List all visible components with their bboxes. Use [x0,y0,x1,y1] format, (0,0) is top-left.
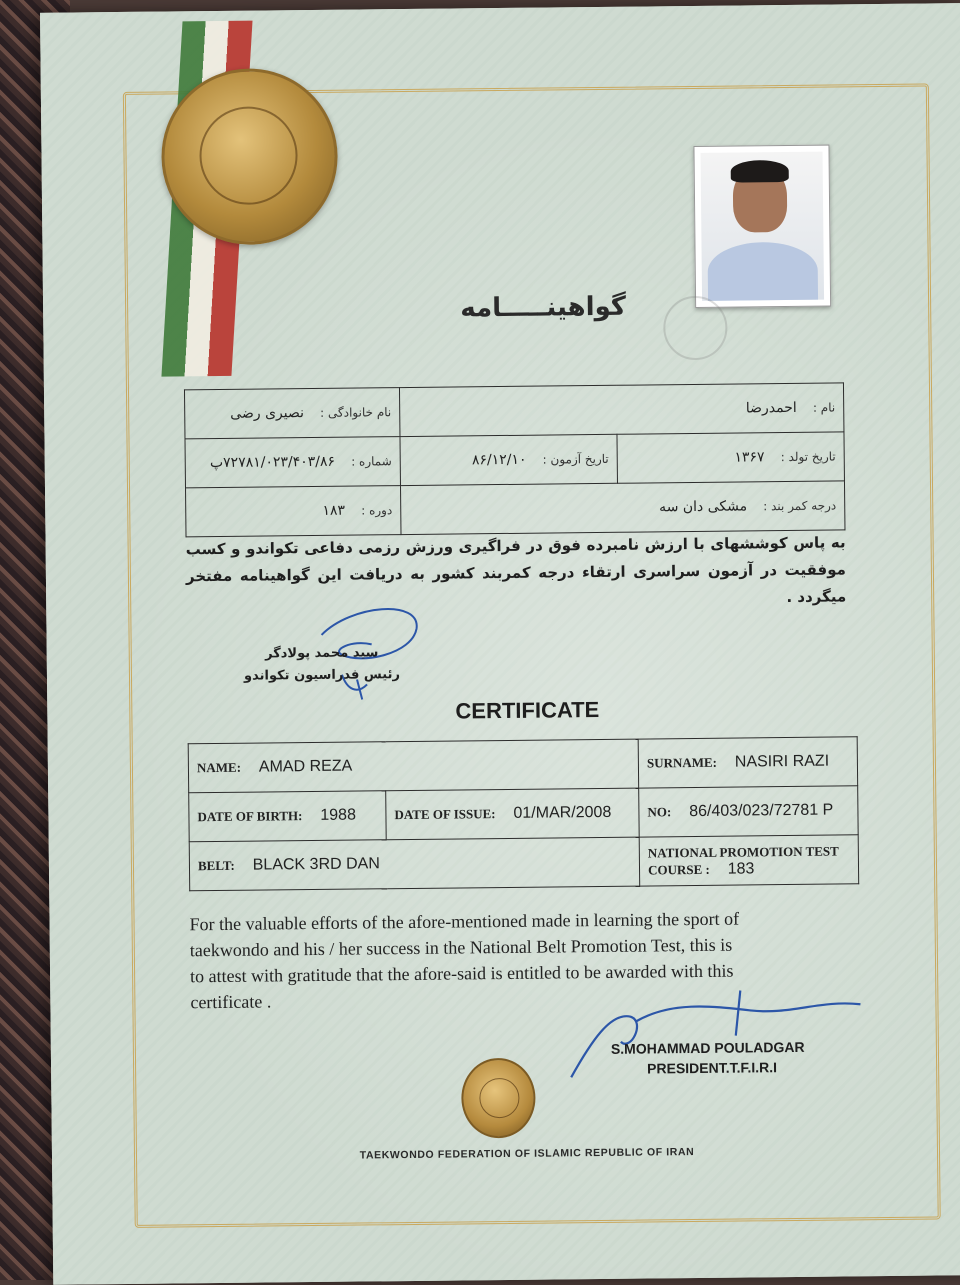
en-belt-cell [189,837,639,891]
en-no-cell [639,786,859,837]
fa-surname-value: نصیری رضی [230,405,305,422]
certificate-paper [40,3,960,1285]
fa-number-value: ۷۲۷۸۱/۰۲۳/۴۰۳/۸۶پ [209,453,336,472]
english-body-line: certificate . [190,991,272,1013]
en-belt-value: BLACK 3RD DAN [252,855,380,874]
fa-birth-value: ۱۳۶۷ [734,449,765,466]
holder-photo [693,145,831,308]
en-surname-value: NASIRI RAZI [734,752,830,771]
fa-course-cell [186,486,402,537]
en-course-value: 183 [727,859,755,878]
en-issue-label: DATE OF ISSUE: [394,806,496,823]
fa-course-label: دوره : [361,503,393,518]
en-dob-label: DATE OF BIRTH: [197,808,303,825]
fa-birth-label: تاریخ تولد : [780,449,836,465]
persian-title: گواهینـــــامه [460,291,627,324]
en-no-label: NO: [647,804,672,820]
en-name-value: AMAD REZA [258,757,353,776]
english-body-line: taekwondo and his / her success in the National Belt Promotion Test, this is [189,934,733,961]
en-course-label: NATIONAL PROMOTION TEST COURSE : [647,843,839,877]
en-issue-cell [386,788,639,840]
fa-belt-label: درجه کمر بند : [763,498,837,514]
en-no-value: 86/403/023/72781 P [689,801,834,821]
english-title: CERTIFICATE [455,696,600,724]
fa-number-label: شماره : [351,454,392,469]
en-name-cell [188,739,638,793]
en-surname-cell [638,737,858,788]
persian-signer-title: رئیس فدراسیون تکواندو [243,667,401,684]
english-body-line: to attest with gratitude that the afore-said is entitled to be awarded with this [190,960,734,987]
en-name-label: NAME: [196,759,242,776]
english-signer [611,1036,891,1079]
fa-name-label: نام : [812,400,836,415]
english-body-line: For the valuable efforts of the afore-mentioned made in learning the sport of [189,908,740,935]
fa-course-value: ۱۸۳ [322,502,346,519]
fa-number-cell [185,437,401,488]
fa-surname-cell [184,388,400,439]
fa-name-cell [399,383,843,437]
fa-exam-date-value: ۸۶/۱۲/۱۰ [471,451,527,469]
fa-belt-value: مشکی دان سه [659,498,748,516]
federation-medal-emblem [161,68,339,246]
fa-exam-date-label: تاریخ آزمون : [542,451,609,467]
fa-surname-label: نام خانوادگی : [320,405,392,420]
fa-birth-cell [617,432,845,483]
en-issue-value: 01/MAR/2008 [513,803,612,822]
en-dob-cell [189,791,387,842]
federation-footer: TAEKWONDO FEDERATION OF ISLAMIC REPUBLIC OF IRAN [359,1146,695,1162]
federation-logo-icon [461,1058,536,1139]
english-info-table [188,736,860,891]
faint-stamp [663,296,728,361]
en-dob-value: 1988 [320,806,357,824]
fa-belt-cell [400,481,844,535]
en-course-cell [639,835,859,886]
english-signer-title: PRESIDENT.T.F.I.R.I [647,1059,778,1077]
persian-signer-name: سید محمد پولادگر [265,645,379,662]
persian-info-table [184,382,846,537]
en-surname-label: SURNAME: [646,754,718,771]
fa-name-value: احمدرضا [745,399,797,417]
fa-exam-date-cell [400,434,618,485]
en-belt-label: BELT: [197,857,235,874]
persian-body-text: به پاس کوششهای با ارزش نامبرده فوق در فراگیری ورزش رزمی دفاعی تکواندو و کسب موفقیت در آزمون سراسری ارتقاء درجه کمربند کشور به دریافت این گواهینامه مفتخر میگردد . [185,533,847,607]
english-signer-name: S.MOHAMMAD POULADGAR [610,1038,805,1057]
persian-signer [227,642,417,688]
